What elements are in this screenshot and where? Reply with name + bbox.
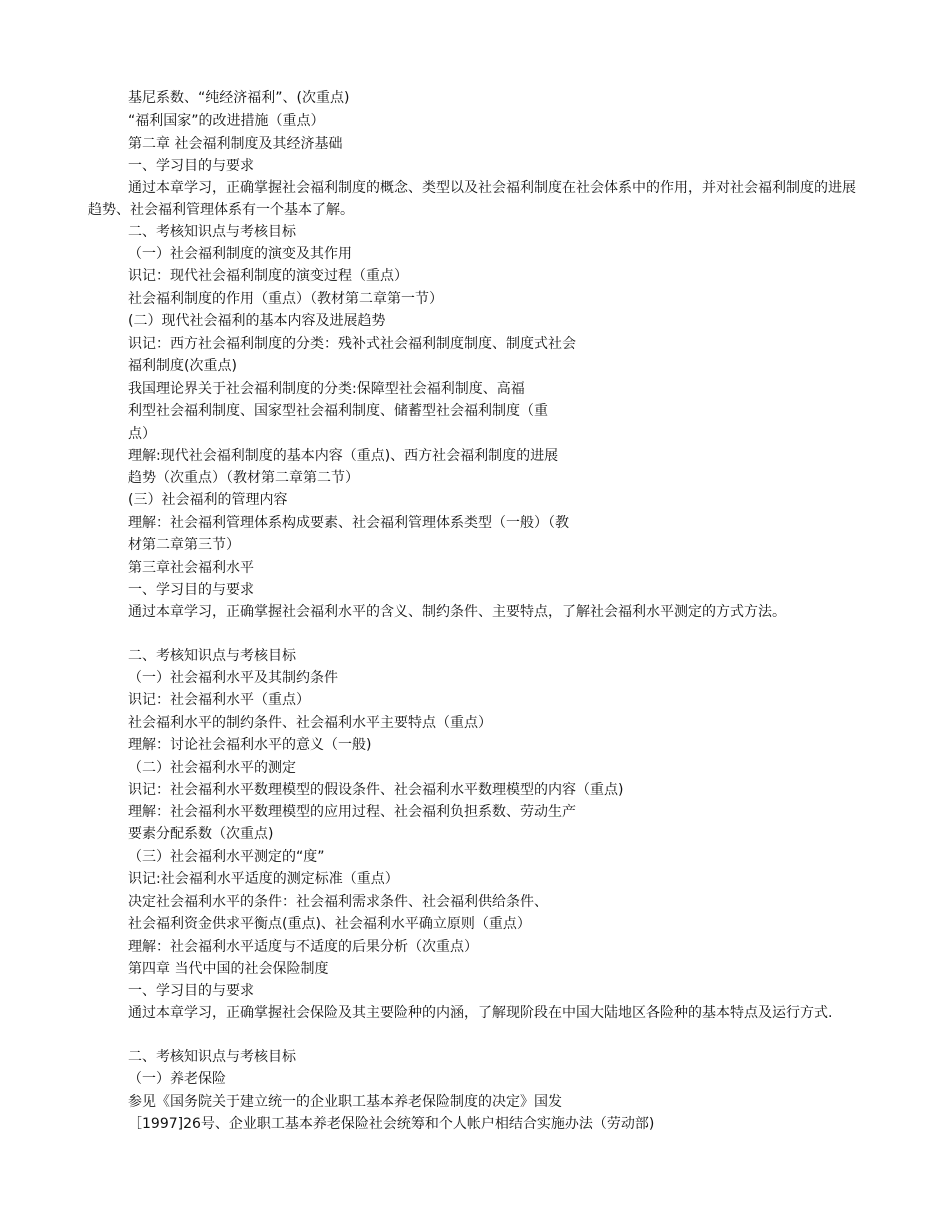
section-heading: 二、考核知识点与考核目标 xyxy=(128,648,296,664)
text-line: 识记：社会福利水平数理模型的假设条件、社会福利水平数理模型的内容（重点) xyxy=(128,782,624,798)
section-heading: 二、考核知识点与考核目标 xyxy=(128,224,296,240)
text-line: ［1997]26号、企业职工基本养老保险社会统筹和个人帐户相结合实施办法（劳动部) xyxy=(128,1116,655,1132)
text-line: 材第二章第三节） xyxy=(128,537,240,553)
section-heading: 一、学习目的与要求 xyxy=(128,983,254,999)
text-line: “福利国家”的改进措施（重点） xyxy=(128,113,325,129)
subsection-heading: （一）养老保险 xyxy=(128,1071,226,1087)
text-line: 识记：社会福利水平（重点） xyxy=(128,692,310,708)
text-line: 利型社会福利制度、国家型社会福利制度、储蓄型社会福利制度（重 xyxy=(128,403,548,419)
text-line: 决定社会福利水平的条件：社会福利需求条件、社会福利供给条件、 xyxy=(128,894,548,910)
text-line: 识记:社会福利水平适度的测定标准（重点） xyxy=(128,871,399,887)
text-line: 识记：西方社会福利制度的分类：残补式社会福利制度制度、制度式社会 xyxy=(128,336,576,352)
text-line: 理解:现代社会福利制度的基本内容（重点)、西方社会福利制度的进展 xyxy=(128,448,559,464)
subsection-heading: （三）社会福利水平测定的“度” xyxy=(128,849,325,865)
section-heading: 一、学习目的与要求 xyxy=(128,582,254,598)
text-line: 基尼系数、“纯经济福利”、(次重点) xyxy=(128,90,350,106)
subsection-heading: （一）社会福利制度的演变及其作用 xyxy=(128,246,352,262)
subsection-heading: （二）社会福利水平的测定 xyxy=(128,760,296,776)
text-line: 社会福利水平的制约条件、社会福利水平主要特点（重点） xyxy=(128,715,492,731)
chapter-heading: 第三章社会福利水平 xyxy=(128,560,254,576)
text-line: 点） xyxy=(128,426,156,442)
text-line: 我国理论界关于社会福利制度的分类:保障型社会福利制度、高福 xyxy=(128,381,525,397)
paragraph: 通过本章学习，正确掌握社会福利制度的概念、类型以及社会福利制度在社会体系中的作用，并对社会福利制度的进展趋势、社会福利管理体系有一个基本了解。 xyxy=(88,180,856,218)
text-line: 要素分配系数（次重点) xyxy=(128,826,274,842)
text-line: 参见《国务院关于建立统一的企业职工基本养老保险制度的决定》国发 xyxy=(128,1094,562,1110)
text-line: 理解：社会福利管理体系构成要素、社会福利管理体系类型（一般）（教 xyxy=(128,515,569,531)
chapter-heading: 第二章 社会福利制度及其经济基础 xyxy=(128,136,343,152)
text-line: 趋势（次重点）（教材第二章第二节） xyxy=(128,470,359,486)
subsection-heading: （一）社会福利水平及其制约条件 xyxy=(128,670,338,686)
text-line: 理解：讨论社会福利水平的意义（一般) xyxy=(128,737,372,753)
chapter-heading: 第四章 当代中国的社会保险制度 xyxy=(128,961,329,977)
text-line: 理解：社会福利水平数理模型的应用过程、社会福利负担系数、劳动生产 xyxy=(128,804,576,820)
paragraph: 通过本章学习，正确掌握社会福利水平的含义、制约条件、主要特点，了解社会福利水平测定的方式方法。 xyxy=(128,604,786,620)
section-heading: 二、考核知识点与考核目标 xyxy=(128,1049,296,1065)
text-line: 理解：社会福利水平适度与不适度的后果分析（次重点） xyxy=(128,939,478,955)
section-heading: 一、学习目的与要求 xyxy=(128,158,254,174)
text-line: 福利制度(次重点) xyxy=(128,358,237,374)
text-line: 识记：现代社会福利制度的演变过程（重点） xyxy=(128,268,408,284)
subsection-heading: (三）社会福利的管理内容 xyxy=(128,492,288,508)
paragraph: 通过本章学习，正确掌握社会保险及其主要险种的内涵，了解现阶段在中国大陆地区各险种的基本特点及运行方式. xyxy=(128,1005,833,1021)
text-line: 社会福利资金供求平衡点(重点)、社会福利水平确立原则（重点） xyxy=(128,916,531,932)
subsection-heading: (二）现代社会福利的基本内容及进展趋势 xyxy=(128,313,386,329)
text-line: 社会福利制度的作用（重点）（教材第二章第一节） xyxy=(128,291,443,307)
